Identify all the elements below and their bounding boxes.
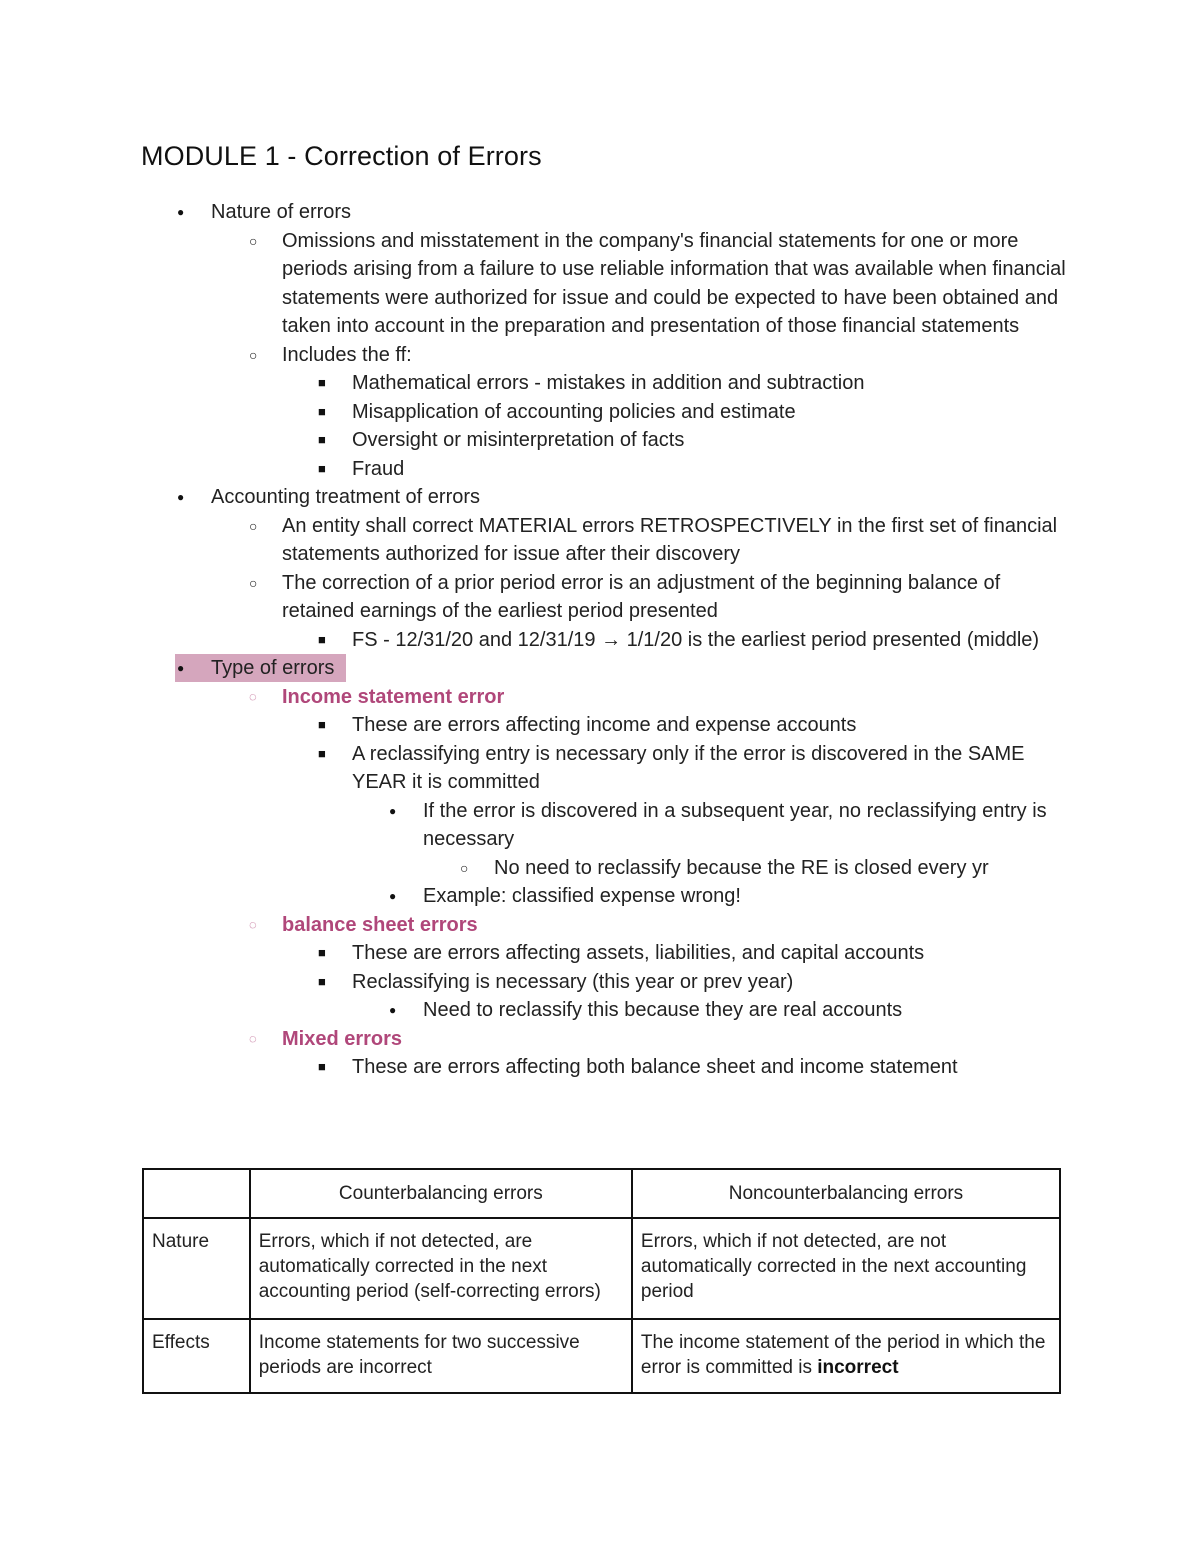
square-bullet-icon bbox=[318, 1053, 326, 1082]
list-item bbox=[0, 227, 1200, 341]
list-item-text: These are errors affecting assets, liabilities, and capital accounts bbox=[352, 942, 925, 964]
dotted-circle-bullet-icon bbox=[249, 911, 257, 940]
page-title: MODULE 1 - Correction of Errors bbox=[141, 141, 542, 171]
square-bullet-icon bbox=[318, 968, 326, 997]
list-item-text: Includes the ff: bbox=[282, 343, 412, 366]
disc-bullet-icon bbox=[389, 882, 396, 911]
list-item bbox=[0, 426, 1200, 455]
square-bullet-icon bbox=[318, 369, 326, 398]
list-item bbox=[0, 996, 1200, 1025]
list-item-text: These are errors affecting both balance sheet and income statement bbox=[352, 1056, 958, 1078]
bullet-outline bbox=[0, 198, 1200, 1082]
list-item bbox=[0, 512, 1200, 569]
list-item bbox=[0, 882, 1200, 911]
list-item-text: The correction of a prior period error is an adjustment of the beginning balance of retained earnings of the earliest period presented bbox=[282, 571, 1001, 622]
list-item bbox=[0, 1053, 1200, 1082]
list-item-text: Need to reclassify this because they are real accounts bbox=[423, 999, 903, 1021]
list-item bbox=[0, 654, 1200, 683]
square-bullet-icon bbox=[318, 711, 326, 740]
list-item-text: No need to reclassify because the RE is closed every yr bbox=[494, 856, 989, 879]
section-heading: Income statement error bbox=[282, 685, 505, 708]
effects-noncounter-bold: incorrect bbox=[817, 1357, 899, 1378]
square-bullet-icon bbox=[318, 939, 326, 968]
circle-bullet-icon bbox=[460, 854, 468, 884]
list-item bbox=[0, 569, 1200, 626]
square-bullet-icon bbox=[318, 740, 326, 769]
square-bullet-icon bbox=[318, 426, 326, 455]
section-heading: balance sheet errors bbox=[282, 913, 478, 936]
list-item bbox=[0, 683, 1200, 712]
list-item-text: Type of errors bbox=[211, 657, 335, 679]
table-row-effects bbox=[143, 1319, 1060, 1393]
list-item bbox=[0, 797, 1200, 854]
list-item-text: Oversight or misinterpretation of facts bbox=[352, 429, 685, 451]
table-header-noncounterbalancing: Noncounterbalancing errors bbox=[632, 1169, 1060, 1218]
list-item-text: Fraud bbox=[352, 457, 405, 480]
list-item-text: If the error is discovered in a subsequent year, no reclassifying entry is necessary bbox=[423, 799, 1047, 850]
list-item bbox=[0, 711, 1200, 740]
table-header-counterbalancing: Counterbalancing errors bbox=[250, 1169, 632, 1218]
list-item bbox=[0, 911, 1200, 940]
cell-nature-counterbalancing: Errors, which if not detected, are automatically corrected in the next accounting period (self-correcting errors) bbox=[250, 1218, 632, 1319]
list-item-text: Example: classified expense wrong! bbox=[423, 885, 741, 907]
dotted-circle-bullet-icon bbox=[249, 683, 257, 712]
list-item bbox=[0, 398, 1200, 427]
circle-bullet-icon bbox=[249, 227, 257, 257]
table-row-nature bbox=[143, 1218, 1060, 1319]
disc-bullet-icon bbox=[177, 483, 184, 512]
list-item bbox=[0, 341, 1200, 370]
list-item-text: Reclassifying is necessary (this year or prev year) bbox=[352, 970, 794, 993]
circle-bullet-icon bbox=[249, 569, 257, 599]
list-item-text: Accounting treatment of errors bbox=[211, 486, 481, 508]
cell-nature-noncounterbalancing: Errors, which if not detected, are not automatically corrected in the next accounting period bbox=[632, 1218, 1060, 1319]
list-item bbox=[0, 369, 1200, 398]
list-item bbox=[0, 968, 1200, 997]
circle-bullet-icon bbox=[249, 512, 257, 542]
square-bullet-icon bbox=[318, 626, 326, 655]
list-item bbox=[0, 483, 1200, 512]
list-item-text: An entity shall correct MATERIAL errors RETROSPECTIVELY in the first set of financial statements authorized for issue after their discovery bbox=[282, 514, 1058, 565]
list-item-text: Misapplication of accounting policies and estimate bbox=[352, 400, 796, 423]
circle-bullet-icon bbox=[249, 341, 257, 371]
list-item-text: These are errors affecting income and expense accounts bbox=[352, 714, 857, 736]
table-header-empty bbox=[143, 1169, 250, 1218]
disc-bullet-icon bbox=[389, 797, 396, 826]
square-bullet-icon bbox=[318, 455, 326, 484]
list-item-text: A reclassifying entry is necessary only if the error is discovered in the SAME YEAR it is committed bbox=[352, 742, 1025, 793]
row-label-nature: Nature bbox=[143, 1218, 250, 1319]
list-item-text: Nature of errors bbox=[211, 201, 352, 223]
list-item bbox=[0, 939, 1200, 968]
list-item-text: Mathematical errors - mistakes in addition and subtraction bbox=[352, 372, 865, 394]
list-item bbox=[0, 854, 1200, 883]
cell-effects-noncounterbalancing bbox=[632, 1319, 1060, 1393]
list-item bbox=[0, 455, 1200, 484]
cell-effects-counterbalancing: Income statements for two successive periods are incorrect bbox=[250, 1319, 632, 1393]
effects-noncounter-text: The income statement of the period in which the error is committed is bbox=[640, 1332, 1046, 1378]
disc-bullet-icon bbox=[177, 654, 184, 683]
list-item-text: Omissions and misstatement in the company's financial statements for one or more periods arising from a failure to use reliable information that was available when financial statements were authorized for issue and could be expected to have been obtained and taken into account in the preparation and presentation of those financial statements bbox=[282, 229, 1066, 337]
disc-bullet-icon bbox=[389, 996, 396, 1025]
table-header-row bbox=[143, 1169, 1060, 1218]
errors-comparison-table bbox=[142, 1168, 1061, 1394]
list-item bbox=[0, 740, 1200, 797]
section-heading: Mixed errors bbox=[282, 1027, 403, 1050]
disc-bullet-icon bbox=[177, 198, 184, 227]
square-bullet-icon bbox=[318, 398, 326, 427]
row-label-effects: Effects bbox=[143, 1319, 250, 1393]
list-item-text: FS - 12/31/20 and 12/31/19 → 1/1/20 is the earliest period presented (middle) bbox=[352, 628, 1040, 651]
dotted-circle-bullet-icon bbox=[249, 1025, 257, 1054]
list-item bbox=[0, 1025, 1200, 1054]
list-item bbox=[0, 198, 1200, 227]
list-item bbox=[0, 626, 1200, 655]
